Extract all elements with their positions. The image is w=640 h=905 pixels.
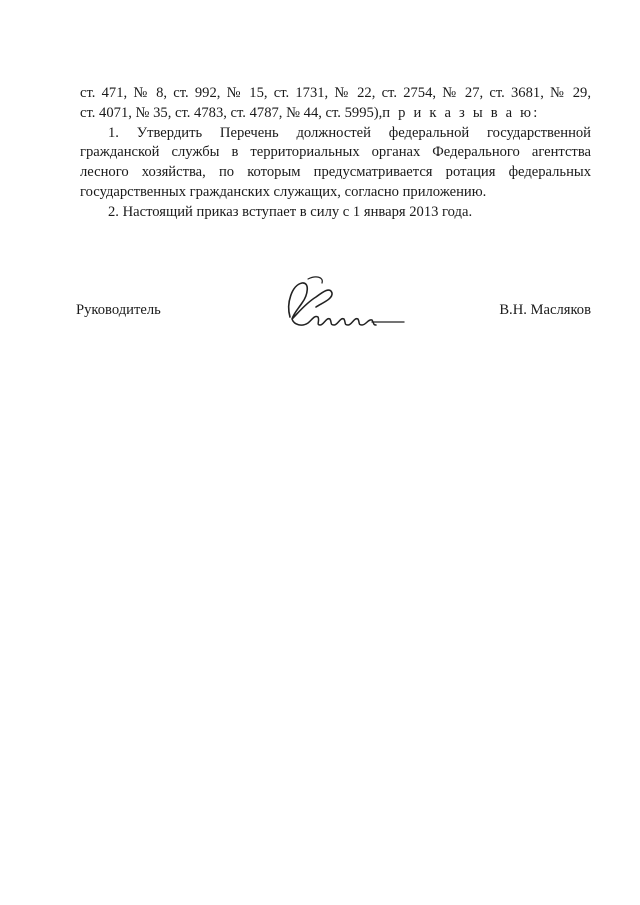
paragraph-1-line-2: гражданской службы в территориальных органах Федерального агентства [80, 144, 591, 161]
signer-position: Руководитель [76, 302, 161, 318]
order-word: п р и к а з ы в а ю: [382, 104, 540, 121]
handwritten-signature [272, 273, 412, 343]
paragraph-1-line-1: 1. Утвердить Перечень должностей федеральной государственной [108, 124, 591, 141]
signature-block [76, 301, 591, 341]
text-line-2 [80, 104, 591, 124]
paragraph-1-line-4: государственных гражданских служащих, согласно приложению. [80, 183, 487, 200]
text-line-2-refs: ст. 4071, № 35, ст. 4783, ст. 4787, № 44, ст. 5995), [80, 104, 383, 121]
document-body [80, 84, 591, 223]
paragraph-2: 2. Настоящий приказ вступает в силу с 1 января 2013 года. [108, 203, 473, 220]
paragraph-1-line-3: лесного хозяйства, по которым предусматривается ротация федеральных [80, 164, 591, 181]
text-line-1: ст. 471, № 8, ст. 992, № 15, ст. 1731, № 22, ст. 2754, № 27, ст. 3681, № 29, [80, 85, 591, 101]
signer-name: В.Н. Масляков [499, 302, 591, 318]
